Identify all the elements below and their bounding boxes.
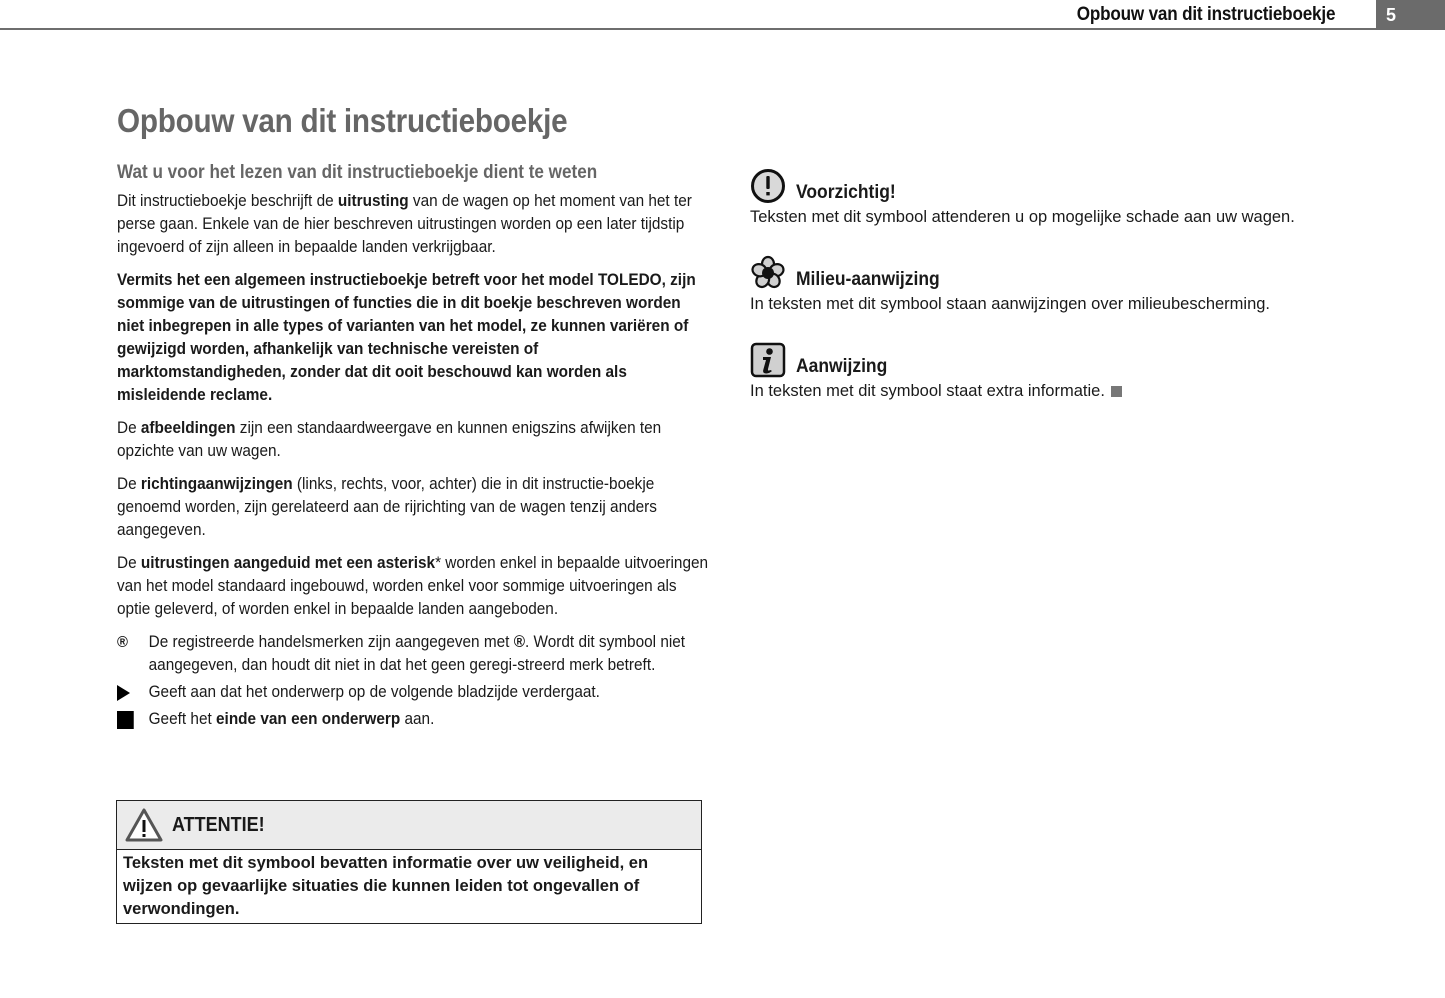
text: aan. — [400, 710, 435, 728]
text: Dit instructieboekje beschrijft de — [117, 192, 338, 210]
text: (links, rechts, voor, achter) die in dit instructie-boekje genoemd worden, zijn gerelateerd aan de rijrichting van de wagen tenzij anders aangegeven. — [117, 475, 657, 539]
text: De — [117, 475, 141, 493]
environment-flower-icon — [750, 255, 786, 291]
page-title: Opbouw van dit instructieboekje — [117, 102, 568, 139]
bold-term: einde van een onderwerp — [216, 710, 401, 728]
legend-item — [117, 631, 710, 677]
paragraph-equipment — [117, 190, 710, 259]
text: van de wagen op het moment van het ter perse gaan. Enkele van de hier beschreven uitrustingen worden op een later tijdstip ingevoerd of zijn alleen in bepaalde landen verkrijgbaar. — [117, 192, 692, 256]
registered-icon: ® — [117, 634, 128, 651]
left-column — [117, 162, 707, 735]
note-title: Aanwijzing — [796, 356, 888, 377]
note-title: Milieu-aanwijzing — [796, 269, 940, 290]
text: De — [117, 554, 141, 572]
note-text: Teksten met dit symbool attenderen u op mogelijke schade aan uw wagen. — [750, 208, 1295, 226]
bold-term: uitrusting — [337, 192, 409, 210]
legend-item — [117, 681, 710, 704]
text: Geeft aan dat het onderwerp op de volgende bladzijde verdergaat. — [148, 683, 600, 701]
text: De registreerde handelsmerken zijn aangegeven met — [148, 633, 514, 651]
intro-text — [117, 190, 710, 731]
running-header-title: Opbouw van dit instructieboekje — [1076, 4, 1335, 25]
paragraph-directions — [117, 473, 710, 542]
warning-text: Teksten met dit symbool bevatten informatie over uw veiligheid, en wijzen op gevaarlijke situaties die kunnen leiden tot ongevallen of verwondingen. — [123, 854, 649, 918]
end-of-topic-icon — [1111, 386, 1122, 397]
legend-item — [117, 708, 710, 731]
paragraph-disclaimer: Vermits het een algemeen instructieboekje betreft voor het model TOLEDO, zijn sommige van de uitrustingen of functies die in dit boekje beschreven worden niet inbegrepen in alle types of varianten van het model, ze kunnen variëren of gewijzigd worden, afhankelijk van technische vereisten of marktomstandigheden, zonder dat dit ooit beschouwd kan worden als misleidende reclame. — [117, 271, 696, 404]
text: De — [117, 419, 141, 437]
note-text: In teksten met dit symbool staan aanwijzingen over milieubescherming. — [750, 295, 1271, 313]
text: . Wordt dit symbool niet aangegeven, dan houdt dit niet in dat het geen geregi-streerd merk betreft. — [148, 633, 686, 674]
bold-term: ® — [513, 633, 526, 651]
bold-term: afbeeldingen — [140, 419, 236, 437]
note-title: Voorzichtig! — [796, 182, 896, 203]
note-caution — [750, 168, 1370, 229]
continue-arrow-icon — [117, 685, 130, 701]
text: zijn een standaardweergave en kunnen enigszins afwijken ten opzichte van uw wagen. — [117, 419, 662, 460]
note-environment — [750, 255, 1370, 316]
symbol-legend — [117, 631, 710, 731]
bold-term: richtingaanwijzingen — [140, 475, 293, 493]
note-info — [750, 342, 1370, 403]
note-text — [750, 380, 1370, 403]
text: * worden enkel in bepaalde uitvoeringen van het model standaard ingebouwd, worden enkel voor sommige uitvoeringen als optie geleverd, of worden enkel in bepaalde landen aangeboden. — [117, 554, 709, 618]
end-of-topic-icon — [117, 711, 134, 729]
caution-icon — [750, 168, 786, 204]
right-column — [750, 168, 1370, 429]
warning-triangle-icon — [124, 807, 164, 843]
paragraph-illustrations — [117, 417, 710, 463]
warning-title: ATTENTIE! — [172, 813, 265, 836]
page-number: 5 — [1376, 0, 1445, 30]
bold-term: uitrustingen aangeduid met een asterisk — [140, 554, 436, 572]
text: In teksten met dit symbool staat extra informatie. — [750, 382, 1105, 400]
text: Geeft het — [148, 710, 217, 728]
paragraph-asterisk — [117, 552, 710, 621]
warning-header — [117, 801, 701, 850]
warning-box — [116, 800, 702, 924]
info-icon — [750, 342, 786, 378]
header-rule — [0, 28, 1445, 30]
section-subheading: Wat u voor het lezen van dit instructieboekje dient te weten — [117, 162, 598, 183]
